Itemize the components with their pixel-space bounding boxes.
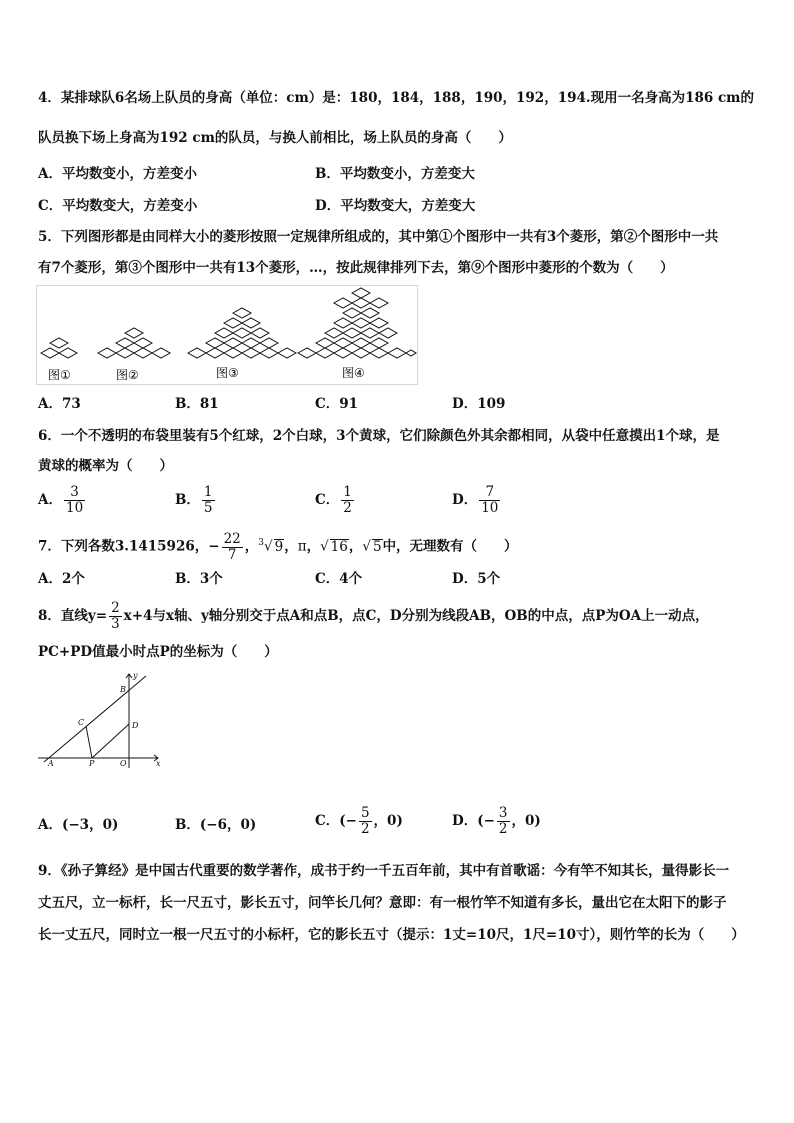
q8-stem-pre: 8．直线y= — [38, 608, 108, 624]
q7-fraction — [222, 532, 243, 563]
q4-option-a[interactable]: A．平均数变小，方差变小 — [38, 166, 197, 182]
q7-option-a[interactable]: A．2个 — [38, 571, 85, 587]
q6-option-a-fraction — [64, 485, 85, 516]
fraction-denominator: 10 — [481, 500, 499, 516]
q6-stem-line2: 黄球的概率为（ ） — [38, 458, 173, 474]
fraction-numerator: 3 — [498, 805, 508, 821]
point-a-label: A — [48, 759, 54, 768]
cube-root-index: 3 — [258, 538, 264, 548]
rhombus-group-1 — [41, 338, 77, 358]
q6-option-c-label: C． — [315, 492, 340, 508]
fraction-denominator: 7 — [227, 546, 237, 563]
q6-option-d[interactable] — [452, 485, 502, 516]
q6-option-b-label: B． — [175, 492, 200, 508]
q6-option-d-fraction — [479, 485, 500, 516]
q6-option-a[interactable] — [38, 485, 87, 516]
fraction-denominator: 2 — [498, 821, 508, 837]
q4-option-d[interactable]: D．平均数变大，方差变大 — [315, 198, 476, 214]
fraction-denominator: 3 — [111, 616, 120, 632]
y-axis-label: y — [133, 671, 138, 680]
q5-option-c[interactable]: C．91 — [315, 396, 359, 412]
q4-stem-line2: 队员换下场上身高为192 cm的队员，与换人前相比，场上队员的身高（ ） — [38, 130, 512, 146]
q8-stem-line1 — [38, 600, 709, 632]
q7-option-c[interactable]: C．4个 — [315, 571, 363, 587]
q8-option-d-fraction — [497, 806, 510, 837]
q8-option-d-pre: D．(− — [452, 813, 495, 829]
q5-option-a[interactable]: A．73 — [38, 396, 81, 412]
point-p-label: P — [89, 759, 95, 768]
fraction-numerator: 1 — [343, 484, 352, 500]
point-c-label: C — [78, 718, 85, 727]
pi-symbol: π — [297, 538, 307, 555]
q7-stem-suffix: 中，无理数有（ ） — [382, 538, 518, 555]
q5-option-d[interactable]: D．109 — [452, 396, 506, 412]
q6-option-b[interactable] — [175, 485, 217, 516]
q8-slope-fraction — [109, 601, 122, 632]
fraction-numerator: 3 — [64, 485, 85, 501]
fraction-denominator: 2 — [343, 500, 352, 516]
q6-option-b-fraction — [202, 485, 215, 516]
q9-stem-line1: 9．《孙子算经》是中国古代重要的数学著作，成书于约一千五百年前，其中有首歌谣：今有竿不知其长，量得影长一 — [38, 863, 730, 879]
q8-option-c-pre: C．(− — [315, 813, 357, 829]
rhombus-group-3 — [188, 308, 296, 358]
fig-caption-1: 图① — [48, 368, 71, 382]
fig-caption-2: 图② — [116, 368, 139, 382]
q6-stem-line1: 6．一个不透明的布袋里装有5个红球，2个白球，3个黄球，它们除颜色外其余都相同，从袋中任意摸出1个球，是 — [38, 428, 720, 444]
fraction-denominator: 2 — [360, 821, 370, 837]
q8-stem-post: x+4与x轴、y轴分别交于点A和点B，点C，D分别为线段AB，OB的中点，点P为OA上一动点， — [123, 608, 709, 624]
fraction-numerator: 2 — [111, 600, 120, 616]
q6-option-c-fraction — [341, 485, 354, 516]
q7-stem: 7．下列各数3.1415926，− $\frac{22}{7}$ ，$^3$√ 9，π，√ 16，√ 5中，无理数有（ ） — [38, 530, 518, 563]
fraction-denominator: 5 — [203, 500, 213, 516]
q8-option-d[interactable] — [452, 806, 541, 837]
q8-option-c[interactable] — [315, 806, 403, 837]
q8-option-b[interactable]: B．(−6，0) — [175, 817, 257, 833]
rhombus-group-2 — [98, 328, 170, 358]
q8-option-d-post: ，0) — [511, 813, 541, 829]
q9-stem-line2: 丈五尺，立一标杆，长一尺五寸，影长五寸，问竿长几何？意即：有一根竹竿不知道有多长，量出它在太阳下的影子 — [38, 895, 727, 911]
rhombus-pattern-figure — [36, 285, 418, 385]
q8-option-a[interactable]: A．(−3，0) — [38, 817, 119, 833]
sqrt-radicand-1: 16 — [330, 538, 348, 555]
q7-stem-prefix: 7．下列各数3.1415926，− — [38, 538, 220, 555]
fraction-numerator: 1 — [203, 484, 213, 500]
coordinate-figure — [36, 670, 166, 770]
sqrt-radicand-2: 5 — [372, 538, 382, 555]
q6-option-a-label: A． — [38, 492, 62, 508]
q4-stem-line1: 4．某排球队6名场上队员的身高（单位：cm）是：180，184，188，190，192，194.现用一名身高为186 cm的 — [38, 90, 754, 106]
fraction-numerator: 22 — [223, 530, 241, 547]
q6-option-d-label: D． — [452, 492, 478, 508]
q7-option-d[interactable]: D．5个 — [452, 571, 501, 587]
point-b-label: B — [120, 685, 126, 694]
rhombus-group-4 — [298, 288, 416, 358]
q8-stem-line2: PC+PD值最小时点P的坐标为（ ） — [38, 644, 278, 660]
fig-caption-4: 图④ — [342, 366, 365, 380]
fraction-numerator: 5 — [360, 805, 370, 821]
fraction-denominator: 10 — [65, 500, 84, 516]
origin-o-label: O — [120, 759, 127, 768]
q9-stem-line3: 长一丈五尺，同时立一根一尺五寸的小标杆，它的影长五寸（提示：1丈=10尺，1尺=10寸），则竹竿的长为（ ） — [38, 927, 745, 943]
q7-option-b[interactable]: B．3个 — [175, 571, 223, 587]
q5-stem-line1: 5．下列图形都是由同样大小的菱形按照一定规律所组成的，其中第①个图形中一共有3个菱形，第②个图形中一共 — [38, 229, 719, 245]
q8-option-c-post: ，0) — [373, 813, 403, 829]
fig-caption-3: 图③ — [216, 366, 239, 380]
q8-option-c-fraction — [359, 806, 372, 837]
q4-option-b[interactable]: B．平均数变小，方差变大 — [315, 166, 475, 182]
fraction-numerator: 7 — [479, 485, 500, 501]
q4-option-c[interactable]: C．平均数变大，方差变小 — [38, 198, 198, 214]
point-d-label: D — [132, 721, 139, 730]
x-axis-label: x — [156, 759, 161, 768]
q6-option-c[interactable] — [315, 485, 356, 516]
q5-stem-line2: 有7个菱形，第③个图形中一共有13个菱形，…，按此规律排列下去，第⑨个图形中菱形的个数为（ ） — [38, 260, 674, 276]
cube-root-radicand: 9 — [274, 538, 284, 555]
q5-option-b[interactable]: B．81 — [175, 396, 219, 412]
